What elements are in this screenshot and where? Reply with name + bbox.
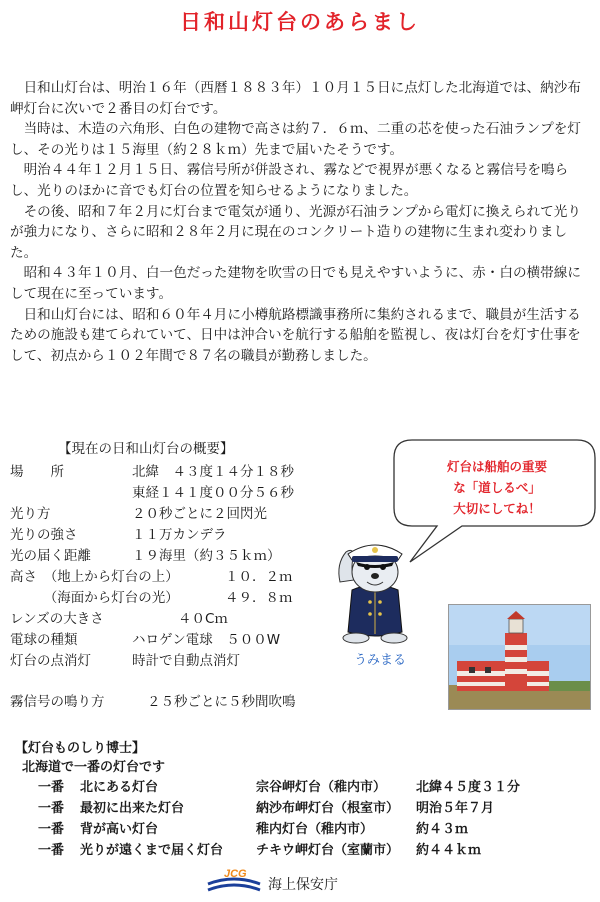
intro-paragraph: 昭和４３年１０月、白一色だった建物を吹雪の日でも見えやすいように、赤・白の横帯線にして現在に至っています。	[10, 265, 581, 302]
spec-label: 霧信号の鳴り方	[10, 694, 105, 710]
logo-text: JCG	[224, 868, 247, 880]
trivia-rank: 一番	[38, 801, 65, 816]
intro-paragraph: 当時は、木造の六角形、白色の建物で高さは約７．６ｍ、二重の芯を使った石油ランプを灯し、その光りは１５海里（約２８ｋｍ）先まで届いたそうです。	[10, 121, 581, 158]
mascot-name: うみまる	[354, 653, 407, 668]
spec-label: 灯台の点消灯	[10, 653, 91, 669]
spec-label: 電球の種類	[10, 632, 78, 648]
spec-label: （海面から灯台の光）	[10, 590, 179, 606]
trivia-item: 光りが遠くまで届く灯台	[80, 843, 224, 858]
spec-value: 東経１４１度００分５６秒	[132, 485, 294, 501]
intro-paragraph: 日和山灯台は、明治１６年（西暦１８８３年）１０月１５日に点灯した北海道では、納沙布岬灯台に次いで２番目の灯台です。	[10, 80, 581, 117]
overview-heading: 【現在の日和山灯台の概要】	[58, 441, 234, 457]
spec-value: １９海里（約３５ｋｍ）	[132, 548, 281, 564]
intro-text	[10, 78, 584, 366]
trivia-fact: 北緯４５度３１分	[416, 780, 521, 795]
trivia-rank: 一番	[38, 843, 65, 858]
spec-value: １０．２ｍ	[225, 569, 293, 585]
spec-label: 光の届く距離	[10, 548, 91, 564]
spec-label: 光りの強さ	[10, 527, 78, 543]
trivia-fact: 約４３ｍ	[416, 822, 469, 837]
trivia-fact: 約４４ｋｍ	[416, 843, 482, 858]
trivia-lighthouse: 稚内灯台（稚内市）	[256, 822, 374, 837]
bubble-line: 大切にしてね！	[453, 501, 541, 516]
bubble-text	[402, 456, 592, 519]
trivia-rank: 一番	[38, 780, 65, 795]
spec-value: 北緯 ４３度１４分１８秒	[132, 464, 294, 480]
mascot-seal-illustration	[330, 520, 420, 648]
spec-label: レンズの大きさ	[10, 611, 104, 627]
page-title: 日和山灯台のあらまし	[180, 10, 420, 34]
intro-paragraph: 日和山灯台には、昭和６０年４月に小樽航路標識事務所に集約されるまで、職員が生活するための施設も建てられていて、日中は沖合いを航行する船舶を監視し、夜は灯台を灯す仕事をして、初点から１０２年間で８７名の職員が勤務しました。	[10, 306, 581, 364]
trivia-item: 北にある灯台	[80, 780, 159, 795]
intro-paragraph: その後、昭和７年２月に灯台まで電気が通り、光源が石油ランプから電灯に換えられて光りが強力になり、さらに昭和２８年２月に現在のコンクリート造りの建物に生まれ変わりました。	[10, 203, 581, 261]
spec-label: 光り方	[10, 506, 51, 522]
jcg-logo	[206, 866, 262, 896]
spec-value: 時計で自動点消灯	[132, 653, 240, 669]
spec-value: ４９．８ｍ	[225, 590, 293, 606]
trivia-rank: 一番	[38, 822, 65, 837]
trivia-item: 最初に出来た灯台	[80, 801, 185, 816]
intro-paragraph: 明治４４年１２月１５日、霧信号所が併設され、霧などで視界が悪くなると霧信号を鳴らし、光りのほかに音でも灯台の位置を知らせるようになりました。	[10, 162, 569, 199]
agency-name: 海上保安庁	[268, 877, 338, 893]
spec-value: ２５秒ごとに５秒間吹鳴	[147, 694, 296, 710]
trivia-lighthouse: 納沙布岬灯台（根室市）	[256, 801, 400, 816]
lighthouse-photo	[448, 604, 591, 710]
trivia-lighthouse: チキウ岬灯台（室蘭市）	[256, 843, 400, 858]
trivia-fact: 明治５年７月	[416, 801, 495, 816]
trivia-lighthouse: 宗谷岬灯台（稚内市）	[256, 780, 387, 795]
spec-value: １１万カンデラ	[132, 527, 227, 543]
spec-value: ４０Cｍ	[178, 611, 228, 627]
spec-label: 場 所	[10, 464, 64, 480]
bubble-line: 灯台は船舶の重要	[446, 459, 547, 474]
spec-value: ２０秒ごとに２回閃光	[132, 506, 267, 522]
spec-label: 高さ （地上から灯台の上）	[10, 569, 179, 585]
bubble-line: な「道しるべ」	[453, 480, 541, 495]
trivia-heading: 【灯台ものしり博士】	[15, 741, 146, 756]
trivia-subheading: 北海道で一番の灯台です	[22, 760, 166, 775]
trivia-item: 背が高い灯台	[80, 822, 159, 837]
spec-value: ハロゲン電球 ５００W	[132, 632, 281, 648]
